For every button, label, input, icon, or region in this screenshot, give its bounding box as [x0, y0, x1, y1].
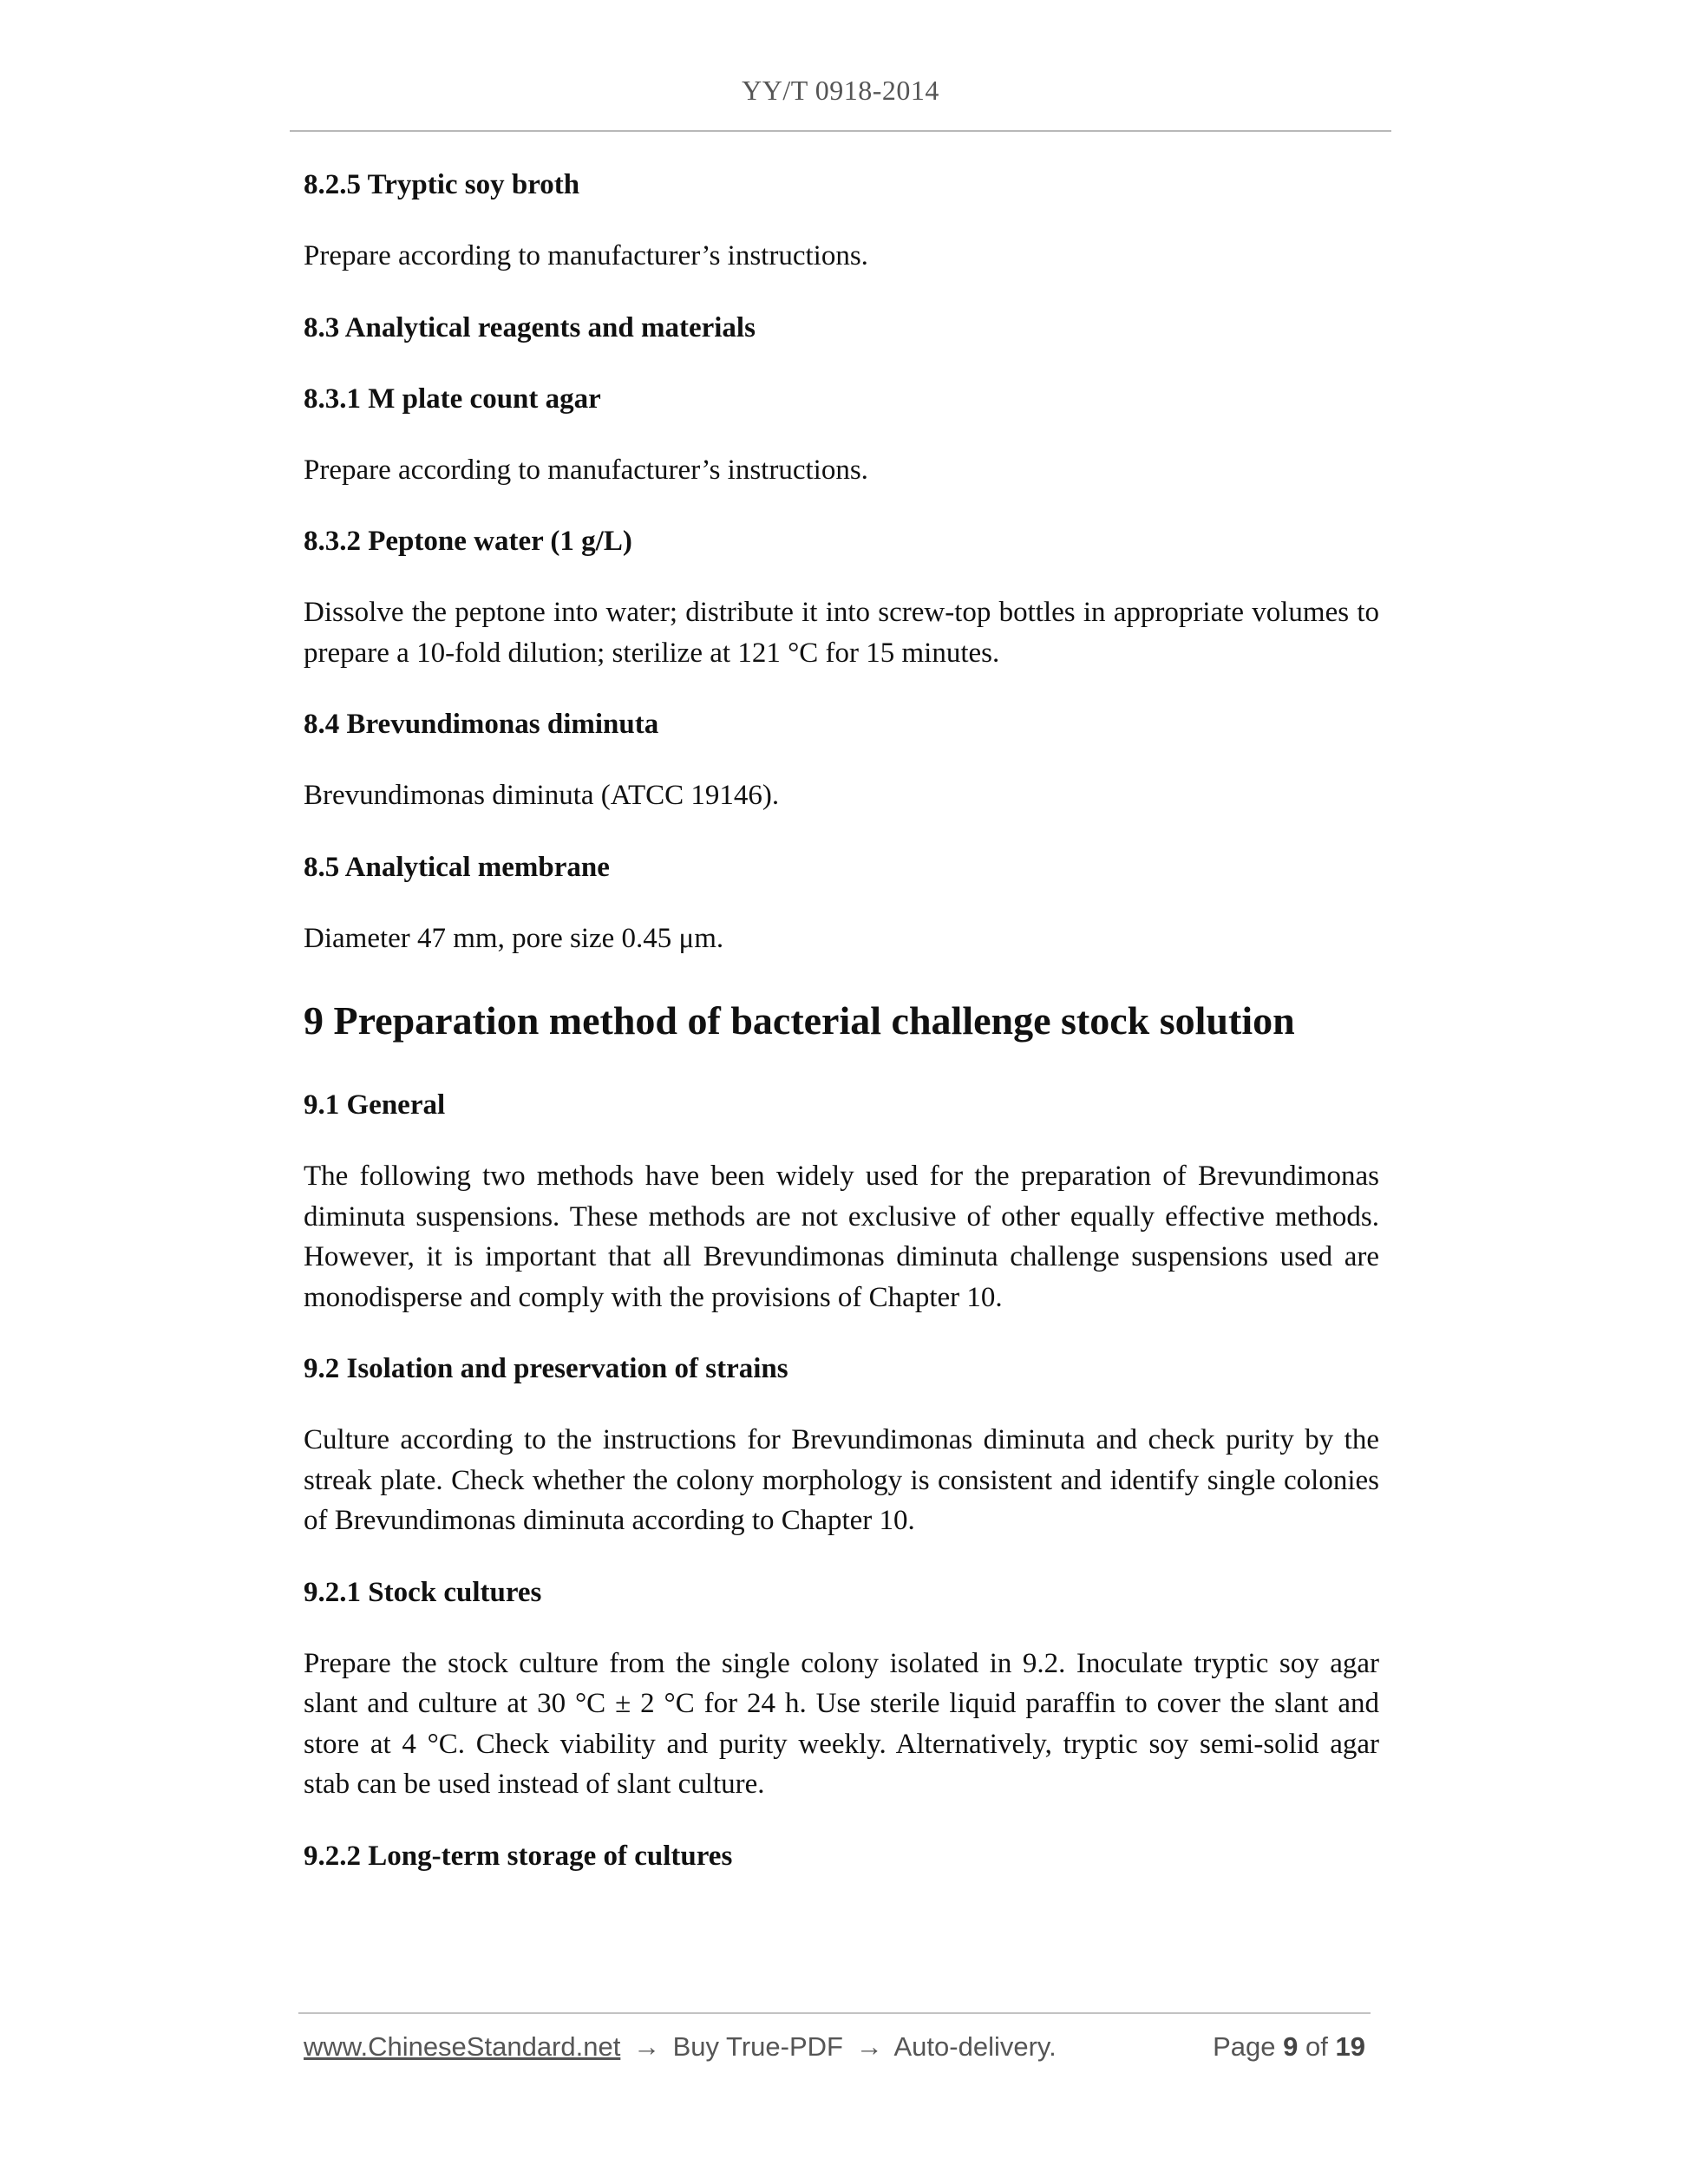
- heading-9-1: 9.1 General: [304, 1089, 446, 1121]
- heading-8-5: 8.5 Analytical membrane: [304, 851, 610, 883]
- buy-text: Buy True-PDF: [672, 2031, 843, 2062]
- footer-divider: [298, 2012, 1371, 2014]
- page-label: Page: [1213, 2031, 1276, 2062]
- heading-9-2: 9.2 Isolation and preservation of strains: [304, 1353, 788, 1384]
- of-label: of: [1305, 2031, 1328, 2062]
- paragraph-8-3-2: Dissolve the peptone into water; distribute it into screw-top bottles in appropriate volumes to prepare a 10-fold dilution; sterilize at 121 °C for 15 minutes.: [304, 597, 1379, 669]
- page-current: 9: [1283, 2031, 1299, 2062]
- header-divider: [290, 130, 1391, 132]
- delivery-text: Auto-delivery.: [893, 2031, 1057, 2062]
- heading-8-3-1: 8.3.1 M plate count agar: [304, 383, 601, 415]
- paragraph-8-4: Brevundimonas diminuta (ATCC 19146).: [304, 780, 780, 811]
- arrow-right-icon: →: [632, 2031, 660, 2062]
- chapter-heading-9: 9 Preparation method of bacterial challenge stock solution: [304, 998, 1295, 1043]
- document-code-header: YY/T 0918-2014: [742, 75, 939, 106]
- footer-promo: [304, 2031, 1057, 2063]
- document-body: [304, 165, 1379, 1907]
- paragraph-9-2-1: Prepare the stock culture from the single colony isolated in 9.2. Inoculate tryptic soy agar slant and culture at 30 °C ± 2 °C for 24 h. Use sterile liquid paraffin to cover the slant and store at 4 °C. Check viability and purity weekly. Alternatively, tryptic soy semi-solid agar stab can be used instead of slant culture.: [304, 1647, 1379, 1800]
- paragraph-8-5: Diameter 47 mm, pore size 0.45 μm.: [304, 922, 724, 954]
- heading-9-2-1: 9.2.1 Stock cultures: [304, 1576, 542, 1608]
- page-footer: [304, 2031, 1371, 2070]
- paragraph-8-3-1: Prepare according to manufacturer’s instructions.: [304, 454, 868, 486]
- page-total: 19: [1335, 2031, 1365, 2062]
- heading-8-3-2: 8.3.2 Peptone water (1 g/L): [304, 526, 632, 557]
- heading-9-2-2: 9.2.2 Long-term storage of cultures: [304, 1840, 733, 1872]
- heading-8-2-5: 8.2.5 Tryptic soy broth: [304, 169, 580, 200]
- page-indicator: [1213, 2031, 1365, 2063]
- arrow-right-icon: →: [855, 2031, 883, 2062]
- heading-8-4: 8.4 Brevundimonas diminuta: [304, 709, 659, 740]
- paragraph-8-2-5: Prepare according to manufacturer’s instructions.: [304, 240, 868, 271]
- paragraph-9-2: Culture according to the instructions for Brevundimonas diminuta and check purity by the streak plate. Check whether the colony morphology is consistent and identify single colonies of Brevundimonas diminuta according to Chapter 10.: [304, 1424, 1379, 1536]
- heading-8-3: 8.3 Analytical reagents and materials: [304, 311, 756, 343]
- site-link[interactable]: www.ChineseStandard.net: [304, 2031, 621, 2062]
- paragraph-9-1: The following two methods have been widely used for the preparation of Brevundimonas diminuta suspensions. These methods are not exclusive of other equally effective methods. However, it is important that all Brevundimonas diminuta challenge suspensions used are monodisperse and comply with the provisions of Chapter 10.: [304, 1161, 1379, 1313]
